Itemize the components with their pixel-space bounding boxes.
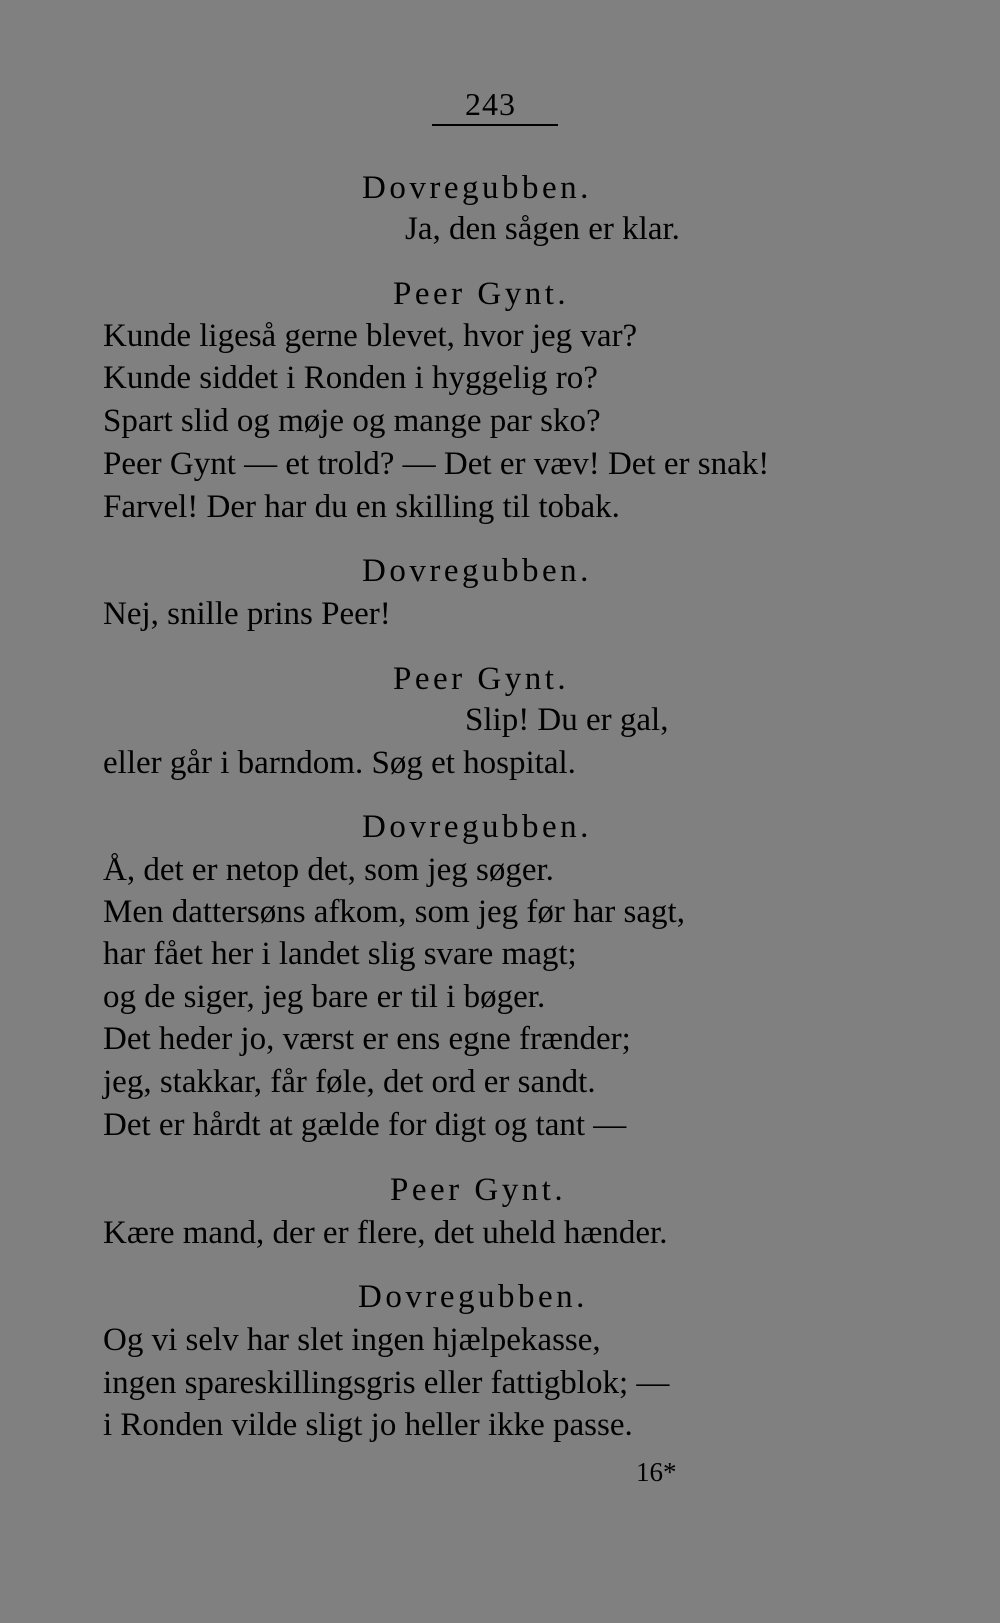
- speaker-heading: Peer Gynt.: [393, 276, 570, 312]
- verse-line: Farvel! Der har du en skilling til tobak.: [103, 489, 620, 525]
- verse-line: Slip! Du er gal,: [465, 702, 669, 738]
- verse-line: Men dattersøns afkom, som jeg før har sagt,: [103, 894, 685, 930]
- speaker-heading: Peer Gynt.: [390, 1172, 567, 1208]
- verse-line: Spart slid og møje og mange par sko?: [103, 403, 601, 439]
- verse-line: ingen spareskillingsgris eller fattigblok; —: [103, 1365, 670, 1401]
- speaker-heading: Dovregubben.: [358, 1279, 588, 1315]
- speaker-heading: Dovregubben.: [362, 809, 592, 845]
- verse-line: Kunde ligeså gerne blevet, hvor jeg var?: [103, 318, 638, 354]
- verse-line: Det er hårdt at gælde for digt og tant —: [103, 1107, 627, 1143]
- verse-line: Å, det er netop det, som jeg søger.: [103, 852, 554, 888]
- verse-line: Og vi selv har slet ingen hjælpekasse,: [103, 1322, 601, 1358]
- verse-line: Peer Gynt — et trold? — Det er væv! Det er snak!: [103, 446, 770, 482]
- verse-line: eller går i barndom. Søg et hospital.: [103, 745, 576, 781]
- page-number: 243: [465, 86, 516, 122]
- verse-line: Ja, den sågen er klar.: [405, 211, 680, 247]
- verse-line: Det heder jo, værst er ens egne frænder;: [103, 1021, 631, 1057]
- signature-mark: 16*: [636, 1457, 677, 1487]
- verse-line: jeg, stakkar, får føle, det ord er sandt.: [103, 1064, 596, 1100]
- verse-line: Kunde siddet i Ronden i hyggelig ro?: [103, 360, 598, 396]
- speaker-heading: Dovregubben.: [362, 170, 592, 206]
- verse-line: Nej, snille prins Peer!: [103, 596, 391, 632]
- page-number-rule: [432, 124, 558, 126]
- speaker-heading: Dovregubben.: [362, 553, 592, 589]
- verse-line: har fået her i landet slig svare magt;: [103, 936, 577, 972]
- speaker-heading: Peer Gynt.: [393, 661, 570, 697]
- verse-line: og de siger, jeg bare er til i bøger.: [103, 979, 546, 1015]
- verse-line: i Ronden vilde sligt jo heller ikke passe.: [103, 1407, 633, 1443]
- verse-line: Kære mand, der er flere, det uheld hænder.: [103, 1215, 668, 1251]
